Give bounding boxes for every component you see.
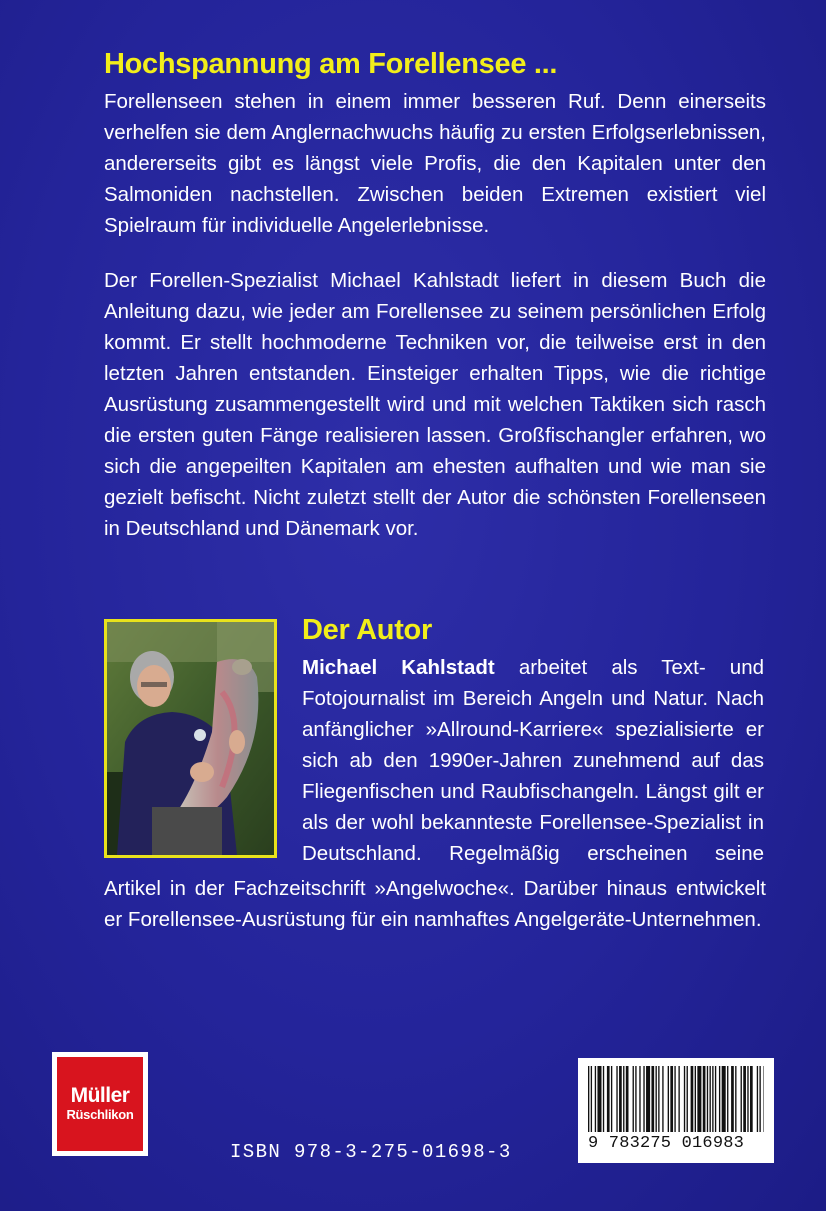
barcode-bar	[658, 1066, 659, 1132]
barcode-bar	[607, 1066, 610, 1132]
barcode-bar	[719, 1066, 720, 1132]
barcode-bar	[712, 1066, 713, 1132]
barcode-bar	[611, 1066, 612, 1132]
barcode-bar	[687, 1066, 688, 1132]
publisher-logo-line-2: Rüschlikon	[66, 1107, 134, 1122]
publisher-logo	[52, 1052, 148, 1156]
barcode-bar	[684, 1066, 685, 1132]
barcode-bar	[710, 1066, 711, 1132]
barcode-bar	[619, 1066, 622, 1132]
barcode-bars	[588, 1066, 764, 1132]
barcode-bar	[656, 1066, 657, 1132]
blurb-paragraph-2: Der Forellen-Spezialist Michael Kahlstadt liefert in diesem Buch die Anleitung dazu, wie jeder am Forellensee zu seinem persönlichen Erfolg kommt. Er stellt hochmoderne Techniken vor, die teilweise erst in den letzten Jahren entstanden. Einsteiger erhalten Tipps, wie die richtige Ausrüstung zusammengestellt wird und mit welchen Taktiken sich rasch die ersten guten Fänge realisieren lassen. Großfischangler erfahren, wo sich die angepeilten Kapitalen am ehesten aufhalten und wie man sie gezielt befischt. Nicht zuletzt stellt der Autor die schönsten Forellenseen in Deutschland und Dänemark vor.	[104, 269, 766, 540]
barcode-bar	[643, 1066, 644, 1132]
barcode-bar	[603, 1066, 604, 1132]
barcode-bar	[595, 1066, 596, 1132]
barcode-bar	[731, 1066, 734, 1132]
barcode-bar	[591, 1066, 592, 1132]
isbn-label: ISBN 978-3-275-01698-3	[230, 1141, 512, 1163]
author-bio-top-text: arbeitet als Text- und Fotojournalist im Bereich Angeln und Natur. Nach anfänglicher »Allround-Karriere« spezialisierte er sich ab den 1990er-Jahren zunehmend auf das Fliegenfischen und Raubfischangeln. Längst gilt er als der wohl bekannteste Forellensee-Spezialist in Deutschland. Regelmäßig erscheinen seine	[302, 656, 765, 865]
barcode-bar	[741, 1066, 742, 1132]
barcode-bar	[616, 1066, 617, 1132]
barcode-bar	[697, 1066, 701, 1132]
barcode-bar	[623, 1066, 624, 1132]
barcode-bar	[635, 1066, 636, 1132]
barcode-bar	[715, 1066, 716, 1132]
barcode-bar	[639, 1066, 640, 1132]
barcode-bar	[678, 1066, 679, 1132]
author-photo-illustration	[107, 622, 274, 855]
barcode-bar	[670, 1066, 673, 1132]
barcode-bar	[727, 1066, 728, 1132]
barcode-bar	[695, 1066, 696, 1132]
barcode-bar	[588, 1066, 589, 1132]
author-bio-top	[302, 652, 764, 869]
barcode-bar	[722, 1066, 726, 1132]
barcode-bar	[597, 1066, 601, 1132]
author-name: Michael Kahlstadt	[302, 656, 495, 679]
publisher-logo-line-1: Müller	[70, 1084, 130, 1107]
author-bio-bottom: Artikel in der Fachzeitschrift »Angelwoche«. Darüber hinaus entwickelt er Forellensee-Ausrüstung für ein namhaftes Angelgeräte-Unternehmen.	[104, 877, 766, 931]
barcode-bar	[626, 1066, 629, 1132]
barcode-bar	[691, 1066, 694, 1132]
section-title-der-autor: Der Autor	[302, 614, 432, 646]
section-title-hochspannung: Hochspannung am Forellensee ...	[104, 48, 558, 80]
barcode-bar	[757, 1066, 758, 1132]
barcode-digits: 9 783275 016983	[588, 1134, 745, 1153]
barcode-bar	[707, 1066, 708, 1132]
barcode	[578, 1058, 774, 1163]
barcode-bar	[646, 1066, 650, 1132]
barcode-bar	[764, 1066, 765, 1132]
publisher-logo-badge	[57, 1057, 143, 1151]
barcode-bar	[633, 1066, 634, 1132]
barcode-bar	[674, 1066, 675, 1132]
blurb-paragraph-1: Forellenseen stehen in einem immer besseren Ruf. Denn einerseits verhelfen sie dem Anglernachwuchs häufig zu ersten Erfolgserlebnissen, andererseits gibt es längst viele Profis, die den Kapitalen unter den Salmoniden nachstellen. Zwischen beiden Extremen existiert viel Spielraum für individuelle Angelerlebnisse.	[104, 90, 766, 237]
barcode-bar	[743, 1066, 746, 1132]
barcode-bar	[668, 1066, 669, 1132]
barcode-bar	[662, 1066, 663, 1132]
barcode-bar	[750, 1066, 753, 1132]
barcode-bar	[703, 1066, 706, 1132]
barcode-bar	[759, 1066, 760, 1132]
barcode-bar	[735, 1066, 736, 1132]
author-photo	[104, 619, 277, 858]
barcode-bar	[747, 1066, 748, 1132]
barcode-bar	[651, 1066, 654, 1132]
